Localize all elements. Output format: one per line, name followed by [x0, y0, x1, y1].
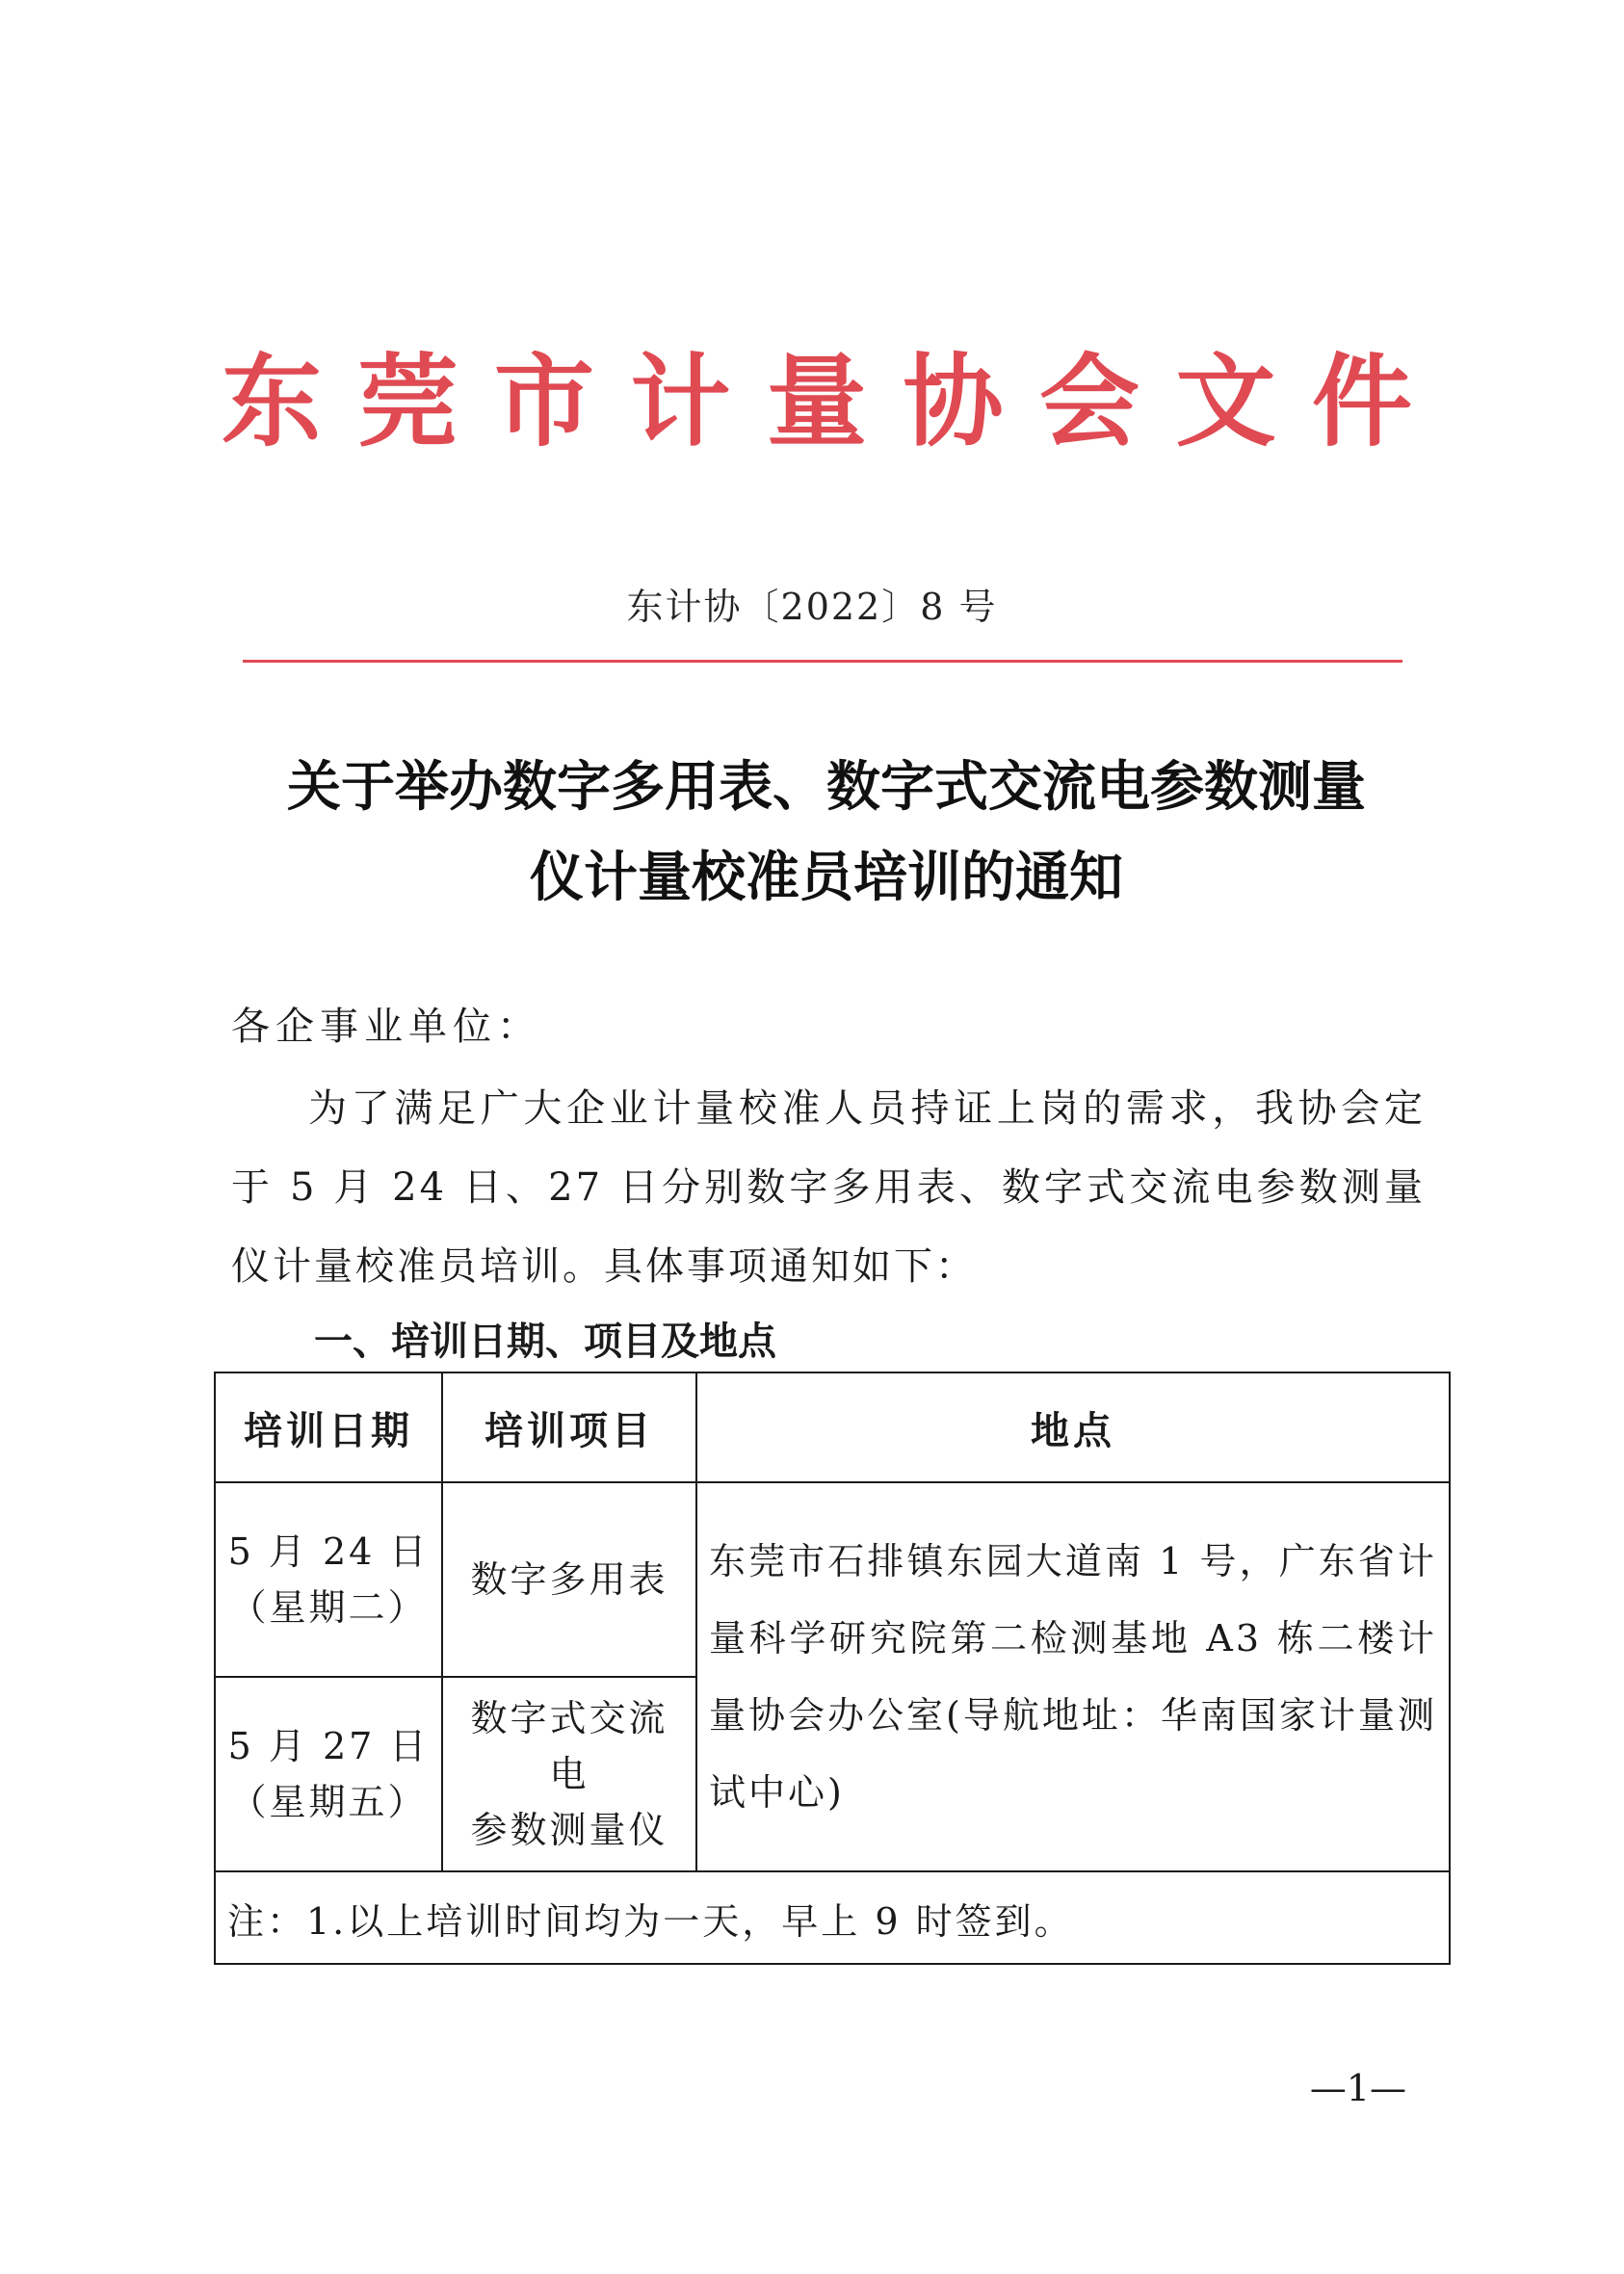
- notice-title: [227, 742, 1426, 923]
- body-paragraph: 为了满足广大企业计量校准人员持证上岗的需求，我协会定于 5 月 24 日、27 日分别数字多用表、数字式交流电参数测量仪计量校准员培训。具体事项通知如下：: [231, 1086, 1426, 1289]
- weekday-text: （星期二）: [229, 1586, 428, 1629]
- header-location: 地点: [696, 1372, 1450, 1482]
- date-text: 5 月 24 日: [227, 1530, 430, 1573]
- training-date-cell: [215, 1677, 442, 1871]
- training-item-cell: [442, 1677, 696, 1871]
- header-divider: [243, 660, 1402, 663]
- notice-title-line-2: 仪计量校准员培训的通知: [530, 846, 1123, 909]
- item-text: 数字式交流电: [470, 1697, 668, 1795]
- weekday-text: （星期五）: [229, 1781, 428, 1823]
- item-text: 数字多用表: [470, 1558, 668, 1601]
- training-date-cell: [215, 1482, 442, 1677]
- notice-title-line-1: 关于举办数字多用表、数字式交流电参数测量: [287, 755, 1366, 819]
- header-training-date: 培训日期: [215, 1372, 442, 1482]
- location-cell: 东莞市石排镇东园大道南 1 号，广东省计量科学研究院第二检测基地 A3 栋二楼计量协会办公室(导航地址：华南国家计量测试中心): [696, 1482, 1450, 1871]
- header-training-item: 培训项目: [442, 1372, 696, 1482]
- page-number: —1—: [1309, 2067, 1406, 2109]
- table-header-row: [215, 1372, 1450, 1482]
- training-schedule-table: [214, 1372, 1451, 1965]
- document-number: 东计协〔2022〕8 号: [626, 586, 998, 628]
- table-row: [215, 1482, 1450, 1677]
- section-heading: 一、培训日期、项目及地点: [314, 1320, 776, 1364]
- salutation: 各企事业单位：: [231, 1005, 541, 1049]
- training-item-cell: [442, 1482, 696, 1677]
- date-text: 5 月 27 日: [227, 1725, 430, 1767]
- org-header-title: 东莞市计量协会文件: [222, 342, 1416, 460]
- table-note-row: [215, 1871, 1450, 1964]
- item-text-line-2: 参数测量仪: [470, 1809, 668, 1851]
- table-note: 注：1.以上培训时间均为一天，早上 9 时签到。: [215, 1871, 1450, 1964]
